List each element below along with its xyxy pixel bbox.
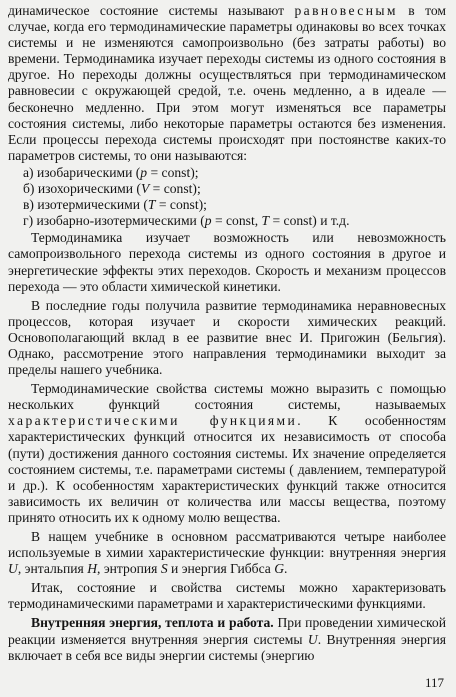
list-item-text: ); (192, 181, 201, 197)
list-item-isobaric-isothermal (8, 213, 446, 229)
paragraph-internal-energy (8, 615, 446, 663)
page-number: 117 (424, 675, 444, 690)
list-item-isochoric (8, 181, 446, 197)
term-equilibrium: равновесным (294, 3, 398, 18)
paragraph-text: , энтальпия (17, 561, 88, 577)
paragraph-text: В нащем учебнике в основном рассматриваются четыре наиболее используемые в химии характеристические функции: внутренняя энергия (8, 529, 446, 561)
list-item-text: = const, (211, 213, 262, 229)
list-item-text: = const (147, 164, 191, 180)
term-characteristic-functions: характеристическими функциями (8, 413, 298, 429)
list-item-text: = const (149, 181, 193, 197)
paragraph-text: , энтропия (97, 561, 161, 577)
paragraph-text: При проведении химической реакции изменяется внутренняя энергия системы (8, 615, 446, 647)
variable-u: U (307, 631, 318, 647)
list-item-text: б) изохорическими ( (23, 181, 141, 197)
paragraph-text: . Внутренняя энергия включает в себя все виды энергии системы (энергию (8, 631, 446, 663)
paragraph-equilibrium (8, 3, 446, 164)
section-heading: Внутренняя энергия, теплота и работа. (31, 615, 274, 631)
process-types-list (8, 165, 446, 229)
variable-v: V (140, 181, 150, 197)
variable-p: p (140, 164, 148, 180)
paragraph-text: в том случае, когда его термодинамические параметры одинаковы во всех точках системы и не изменяются самопроизвольно (без затраты работы) во времени. Термодинамика изучает переходы системы из одного состояния в другое. Но переходы должны осуществляться при термодинамическом равновесии с окружающей средой, т.е. очень медленно, а в идеале — бесконечно медленно. При этом могут изменяться все параметры состояния системы, либо некоторые параметры остаются без изменения. Если процессы перехода системы происходят при постоянстве каких-то параметров системы, то они называются: (8, 3, 446, 163)
paragraph-text: . К особенностям характеристических функций относится их независимость от способа (пути) достижения данного состояния системы. Их значение определяется состоянием системы, т.е. параметрами системы ( давлением, температурой и др.). К особенностям характеристических функций также относится зависимость их величин от количества или массы вещества, поэтому принято относить их к одному молю вещества. (8, 413, 446, 525)
paragraph-text: . (284, 561, 288, 577)
page-body (8, 3, 446, 664)
variable-g: G (274, 561, 285, 577)
variable-p: p (204, 213, 212, 229)
paragraph-nonequilibrium: В последние годы получила развитие термодинамика неравновесных процессов, которая изучает и скорости химических реакций. Основополагающий вклад в ее развитие внес И. Пригожин (Бельгия). Однако, рассмотрение этого направления термодинамики выходит за пределы нашего учебника. (8, 297, 446, 378)
variable-s: S (160, 561, 168, 577)
list-item-isothermal (8, 197, 446, 213)
paragraph-text: и энергия Гиббса (167, 561, 275, 577)
list-item-text: ); (198, 197, 207, 213)
list-item-text: г) изобарно-изотермическими ( (23, 213, 205, 229)
paragraph-thermodynamics-studies: Термодинамика изучает возможность или невозможность самопроизвольного перехода системы из одного состояния в другое и энергетические эффекты этих переходов. Скорость и механизм процессов перехода — это области химической кинетики. (8, 230, 446, 294)
list-item-isobaric (8, 165, 446, 181)
variable-h: H (87, 561, 98, 577)
variable-t: T (147, 197, 156, 213)
paragraph-four-functions (8, 529, 446, 577)
variable-t: T (261, 213, 270, 229)
paragraph-summary: Итак, состояние и свойства системы можно характеризовать термодинамическими параметрами и характеристическими функциями. (8, 580, 446, 612)
list-item-text: в) изотермическими ( (23, 197, 148, 213)
paragraph-characteristic-functions (8, 381, 446, 526)
paragraph-text: динамическое состояние системы называют (8, 3, 295, 18)
list-item-text: а) изобарическими ( (23, 164, 141, 180)
paragraph-text: Термодинамические свойства системы можно выразить с помощью нескольких функций состояния системы, называемых (8, 381, 446, 413)
list-item-text: = const (269, 213, 313, 229)
variable-u: U (8, 561, 18, 577)
list-item-text: ); (190, 164, 199, 180)
list-item-text: ) и т.д. (312, 213, 350, 229)
list-item-text: = const (155, 197, 199, 213)
